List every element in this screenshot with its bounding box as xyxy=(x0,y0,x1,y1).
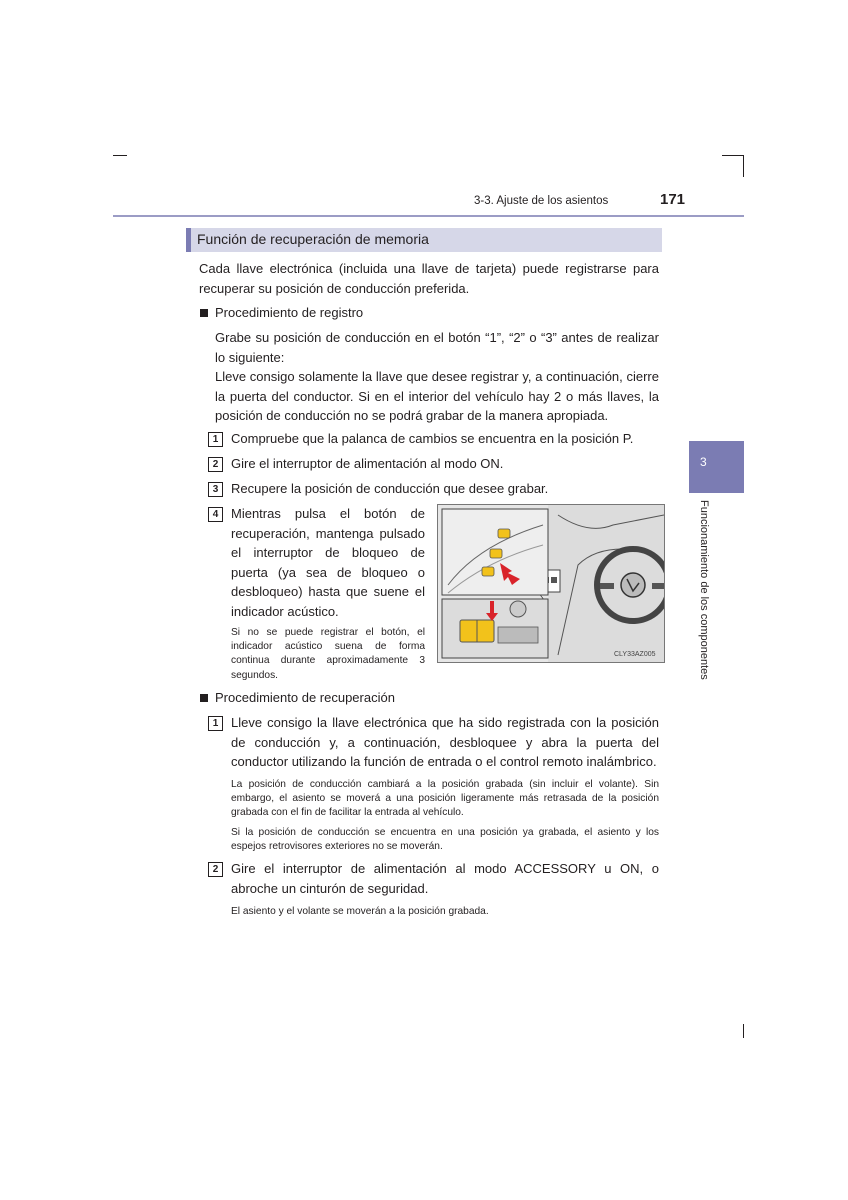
page-number: 171 xyxy=(660,191,686,208)
step-number: 3 xyxy=(208,482,223,497)
header-rule xyxy=(113,215,744,217)
bullet-square xyxy=(200,309,208,317)
figure-code: CLY33AZ005 xyxy=(614,651,656,658)
intro-paragraph: Cada llave electrónica (incluida una llave de tarjeta) puede registrarse para recuperar su posición de conducción preferida. xyxy=(199,261,659,296)
chapter-number: 3 xyxy=(700,455,707,469)
crop-mark xyxy=(722,155,744,156)
step-number: 2 xyxy=(208,862,223,877)
chapter-label: Funcionamiento de los componentes xyxy=(698,500,710,680)
registro-heading: Procedimiento de registro xyxy=(215,305,364,320)
recuperacion-step-2: Gire el interruptor de alimentación al modo ACCESSORY u ON, o abroche un cinturón de seguridad. xyxy=(231,861,659,896)
recuperacion-step-1: Lleve consigo la llave electrónica que ha sido registrada con la posición de conducción y, a continuación, desbloquee y abra la puerta del conductor utilizando la función de entrada o el control remoto inalámbrico. xyxy=(231,715,659,769)
crop-mark xyxy=(113,155,127,156)
chapter-tab xyxy=(689,441,744,493)
section-title: Función de recuperación de memoria xyxy=(197,231,429,247)
registro-step-4: Mientras pulsa el botón de recuperación, mantenga pulsado el interruptor de bloqueo de puerta (ya sea de bloqueo o desbloqueo) hasta que suene el indicador acústico. xyxy=(231,506,425,619)
section-title-accent xyxy=(186,228,191,252)
registro-note: Si no se puede registrar el botón, el indicador acústico suena de forma continua durante aproximadamente 3 segundos. xyxy=(231,627,425,681)
illustration-svg xyxy=(438,505,664,662)
registro-step-3: Recupere la posición de conducción que desee grabar. xyxy=(231,481,549,496)
running-header: 3-3. Ajuste de los asientos xyxy=(474,195,609,207)
registro-paragraph-2: Lleve consigo solamente la llave que desee registrar y, a continuación, cierre la puerta del conductor. Si en el interior del vehículo hay 2 o más llaves, la posición de conducción no se podrá grabar de la manera apropiada. xyxy=(215,369,659,423)
registro-paragraph-1: Grabe su posición de conducción en el botón “1”, “2” o “3” antes de realizar lo siguiente: xyxy=(215,330,659,365)
recuperacion-note-3: El asiento y el volante se moverán a la posición grabada. xyxy=(231,906,489,917)
recuperacion-note-1: La posición de conducción cambiará a la posición grabada (sin incluir el volante). Sin embargo, el asiento se moverá a una posición ligeramente más retrasada de la posición grabada con el fin de facilitar la entrada al vehículo. xyxy=(231,779,659,819)
crop-mark xyxy=(743,1024,744,1038)
door-switch-illustration xyxy=(437,504,665,663)
memory-button-highlight xyxy=(498,529,510,538)
bullet-square xyxy=(200,694,208,702)
recuperacion-note-2: Si la posición de conducción se encuentra en una posición ya grabada, el asiento y los espejos retrovisores exteriores no se moverán. xyxy=(231,827,659,853)
step-number: 4 xyxy=(208,507,223,522)
step-number: 2 xyxy=(208,457,223,472)
step-number: 1 xyxy=(208,716,223,731)
registro-step-2: Gire el interruptor de alimentación al modo ON. xyxy=(231,456,504,471)
crop-mark xyxy=(743,155,744,177)
recuperacion-heading: Procedimiento de recuperación xyxy=(215,690,395,705)
step-number: 1 xyxy=(208,432,223,447)
registro-step-1: Compruebe que la palanca de cambios se encuentra en la posición P. xyxy=(231,431,634,446)
